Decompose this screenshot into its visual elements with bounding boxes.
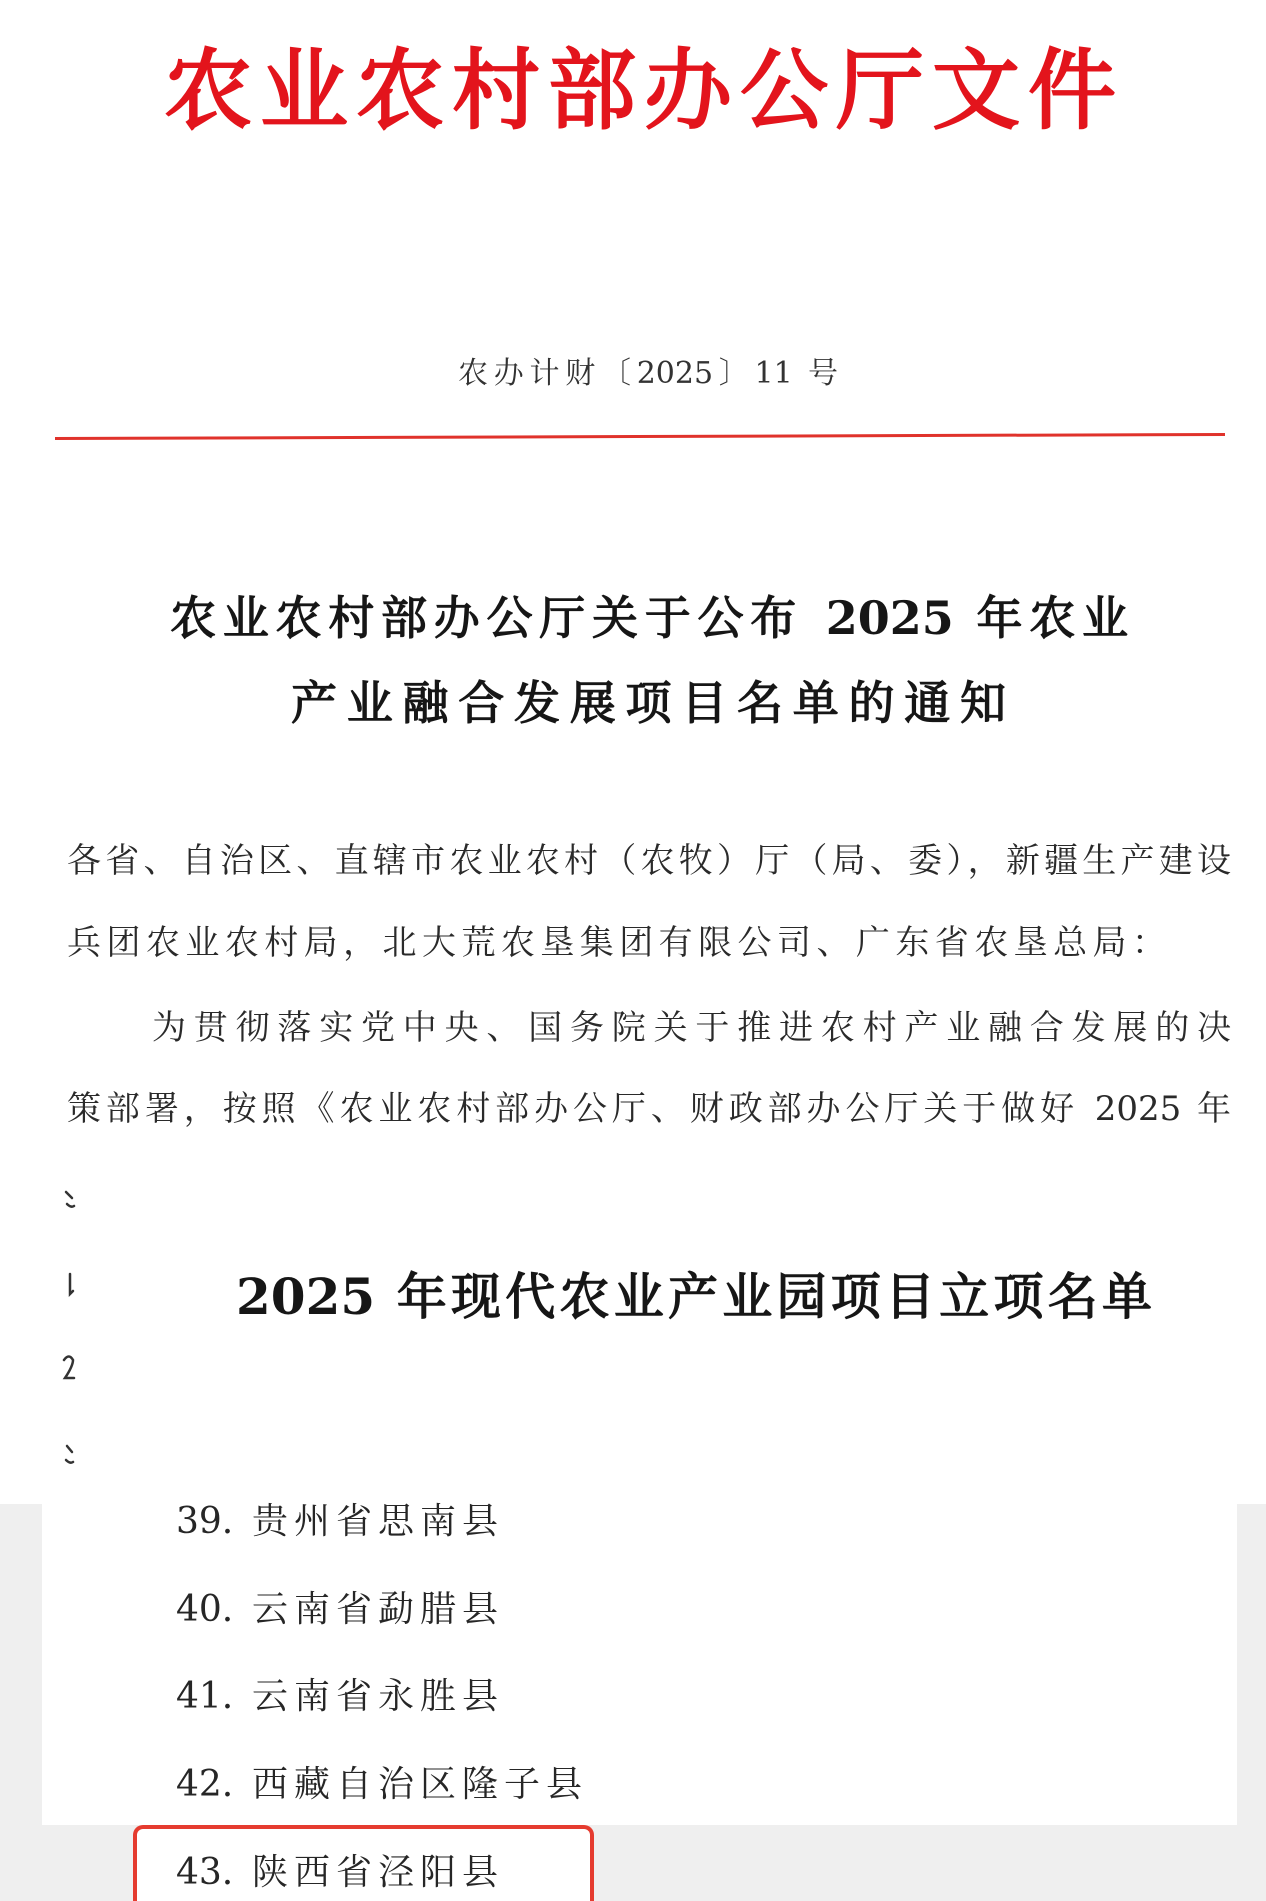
body-text-line: 策部署，按照《农业农村部办公厅、财政部办公厅关于做好 2025 年 bbox=[67, 1089, 1231, 1129]
list-item-name: 贵州省思南县 bbox=[252, 1501, 505, 1542]
list-item bbox=[176, 1498, 616, 1546]
list-item bbox=[176, 1673, 616, 1721]
list-item-name: 西藏自治区隆子县 bbox=[252, 1764, 589, 1805]
document-header-title: 农业农村部办公厅文件 bbox=[164, 38, 1116, 142]
list-title-panel bbox=[76, 1158, 1266, 1504]
list-item bbox=[176, 1586, 616, 1634]
header-red-rule bbox=[55, 433, 1225, 440]
list-item-number: 43. bbox=[176, 1852, 234, 1893]
list-title: 2025 年现代农业产业园项目立项名单 bbox=[236, 1267, 1152, 1326]
body-text-line: 各省、自治区、直辖市农业农村（农牧）厅（局、委），新疆生产建设 bbox=[67, 841, 1231, 881]
list-item-name: 云南省勐腊县 bbox=[252, 1589, 505, 1630]
document-number: 农办计财〔2025〕11 号 bbox=[458, 356, 838, 391]
list-item-name: 陕西省泾阳县 bbox=[252, 1852, 505, 1893]
clipped-glyph-fragment bbox=[67, 1204, 74, 1207]
list-item-name: 云南省永胜县 bbox=[252, 1676, 505, 1717]
list-item-number: 40. bbox=[176, 1589, 234, 1630]
list-item-number: 39. bbox=[176, 1501, 234, 1542]
highlighted-list-item bbox=[176, 1849, 616, 1897]
list-item-number: 41. bbox=[176, 1676, 234, 1717]
clipped-glyph-fragment bbox=[64, 1357, 74, 1379]
notice-title-line-2: 产业融合发展项目名单的通知 bbox=[291, 676, 1006, 730]
body-text-line: 兵团农业农村局，北大荒农垦集团有限公司、广东省农垦总局： bbox=[67, 923, 1166, 963]
clipped-glyph-fragment bbox=[70, 1274, 73, 1294]
list-item-number: 42. bbox=[176, 1764, 234, 1805]
clipped-glyph-fragment bbox=[66, 1192, 72, 1198]
notice-title-line-1: 农业农村部办公厅关于公布 2025 年农业 bbox=[170, 591, 1128, 645]
clipped-glyph-fragment bbox=[66, 1446, 73, 1463]
body-text-line: 为贯彻落实党中央、国务院关于推进农村产业融合发展的决 bbox=[152, 1008, 1231, 1048]
list-item bbox=[176, 1761, 616, 1809]
